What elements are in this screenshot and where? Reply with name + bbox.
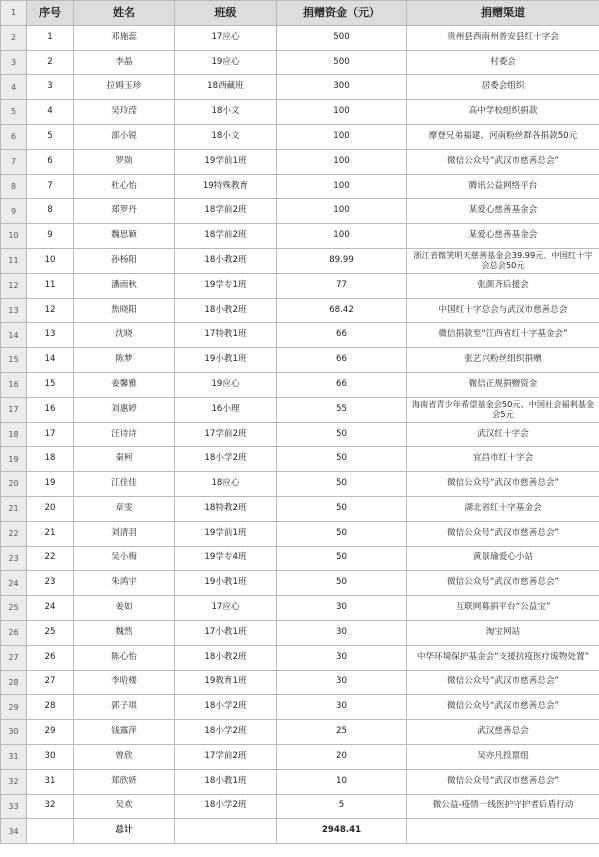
cell-class[interactable]: 18应心 bbox=[175, 472, 277, 497]
header-amount[interactable]: 捐赠资金（元） bbox=[277, 1, 407, 26]
cell-no[interactable]: 22 bbox=[27, 546, 74, 571]
row-number[interactable]: 34 bbox=[1, 819, 27, 844]
cell-class[interactable]: 18小文 bbox=[175, 100, 277, 125]
row-number[interactable]: 22 bbox=[1, 521, 27, 546]
cell-amount[interactable]: 5 bbox=[277, 794, 407, 819]
table-row bbox=[1, 670, 599, 695]
cell-name[interactable]: 刘清羽 bbox=[74, 521, 175, 546]
table-row bbox=[1, 571, 599, 596]
cell-class[interactable]: 17小教1班 bbox=[175, 620, 277, 645]
row-number[interactable]: 31 bbox=[1, 744, 27, 769]
cell-no[interactable]: 16 bbox=[27, 397, 74, 422]
cell-channel[interactable]: 高中学校组织捐款 bbox=[407, 100, 599, 125]
cell-amount[interactable]: 89.99 bbox=[277, 248, 407, 273]
cell-class[interactable]: 18小学2班 bbox=[175, 794, 277, 819]
cell-channel[interactable]: 微信公众号“武汉市慈善总会” bbox=[407, 472, 599, 497]
cell-amount[interactable]: 66 bbox=[277, 372, 407, 397]
table-row bbox=[1, 273, 599, 298]
cell-no[interactable]: 30 bbox=[27, 744, 74, 769]
table-row bbox=[1, 472, 599, 497]
cell-channel[interactable]: 摩登兄弟福建、河南粉丝群各捐款50元 bbox=[407, 124, 599, 149]
cell-amount[interactable]: 100 bbox=[277, 199, 407, 224]
cell-class[interactable]: 18小教2班 bbox=[175, 248, 277, 273]
cell-channel[interactable]: 武汉红十字会 bbox=[407, 422, 599, 447]
cell-name[interactable]: 姜馨雅 bbox=[74, 372, 175, 397]
cell-class[interactable]: 18小教2班 bbox=[175, 298, 277, 323]
row-number[interactable]: 5 bbox=[1, 100, 27, 125]
row-number[interactable]: 24 bbox=[1, 571, 27, 596]
table-row bbox=[1, 124, 599, 149]
cell-amount[interactable]: 68.42 bbox=[277, 298, 407, 323]
cell-channel[interactable]: 微信公众号“武汉市慈善总会” bbox=[407, 521, 599, 546]
cell-class[interactable]: 19应心 bbox=[175, 372, 277, 397]
cell-amount[interactable]: 66 bbox=[277, 348, 407, 373]
cell-channel[interactable]: 淘宝网站 bbox=[407, 620, 599, 645]
cell-class[interactable]: 16小理 bbox=[175, 397, 277, 422]
row-number[interactable]: 17 bbox=[1, 397, 27, 422]
cell-amount[interactable]: 25 bbox=[277, 720, 407, 745]
table-row bbox=[1, 174, 599, 199]
cell-channel[interactable]: 腾讯公益网络平台 bbox=[407, 174, 599, 199]
row-number[interactable]: 16 bbox=[1, 372, 27, 397]
cell-amount[interactable]: 50 bbox=[277, 571, 407, 596]
table-row bbox=[1, 744, 599, 769]
cell-no[interactable]: 1 bbox=[27, 25, 74, 50]
table-row bbox=[1, 199, 599, 224]
cell-class[interactable]: 18小学2班 bbox=[175, 720, 277, 745]
cell-channel[interactable]: 湖北省红十字基金会 bbox=[407, 496, 599, 521]
table-row bbox=[1, 447, 599, 472]
header-class[interactable]: 班级 bbox=[175, 1, 277, 26]
cell-channel[interactable]: 微信正规捐赠资金 bbox=[407, 372, 599, 397]
row-number[interactable]: 9 bbox=[1, 199, 27, 224]
cell-channel[interactable]: 海南省青少年希望基金会50元、中国社会福利基金会5元 bbox=[407, 397, 599, 422]
cell-no[interactable]: 20 bbox=[27, 496, 74, 521]
table-row bbox=[1, 348, 599, 373]
table-row bbox=[1, 521, 599, 546]
cell-channel[interactable]: 中国红十字总会与武汉市慈善总会 bbox=[407, 298, 599, 323]
cell-amount[interactable]: 50 bbox=[277, 546, 407, 571]
cell-class[interactable]: 18小教1班 bbox=[175, 769, 277, 794]
cell-channel[interactable]: 互联网募捐平台“公益宝” bbox=[407, 596, 599, 621]
cell-class[interactable]: 18特教2班 bbox=[175, 496, 277, 521]
table-row bbox=[1, 100, 599, 125]
table-row bbox=[1, 496, 599, 521]
cell-amount[interactable]: 66 bbox=[277, 323, 407, 348]
cell-class[interactable]: 17学前2班 bbox=[175, 422, 277, 447]
cell-no[interactable]: 25 bbox=[27, 620, 74, 645]
cell-no[interactable]: 17 bbox=[27, 422, 74, 447]
cell-amount[interactable]: 30 bbox=[277, 670, 407, 695]
cell-class[interactable]: 18小学2班 bbox=[175, 695, 277, 720]
cell-no[interactable]: 2 bbox=[27, 50, 74, 75]
row-number[interactable]: 8 bbox=[1, 174, 27, 199]
cell-amount[interactable]: 30 bbox=[277, 596, 407, 621]
cell-channel[interactable]: 居委会组织 bbox=[407, 75, 599, 100]
table-row bbox=[1, 50, 599, 75]
cell-no[interactable]: 15 bbox=[27, 372, 74, 397]
row-number[interactable]: 28 bbox=[1, 670, 27, 695]
cell-channel[interactable]: 张颜齐后援会 bbox=[407, 273, 599, 298]
cell-no[interactable]: 19 bbox=[27, 472, 74, 497]
row-number[interactable]: 13 bbox=[1, 298, 27, 323]
total-row bbox=[1, 819, 599, 844]
cell-class[interactable]: 18小文 bbox=[175, 124, 277, 149]
row-number[interactable]: 1 bbox=[1, 1, 27, 26]
cell-amount[interactable]: 100 bbox=[277, 124, 407, 149]
cell-amount[interactable]: 20 bbox=[277, 744, 407, 769]
cell-class[interactable]: 17学前2班 bbox=[175, 744, 277, 769]
table-row bbox=[1, 372, 599, 397]
row-number[interactable]: 12 bbox=[1, 273, 27, 298]
cell-name[interactable]: 吴小梅 bbox=[74, 546, 175, 571]
cell-channel[interactable]: 微信公众号“武汉市慈善总会” bbox=[407, 149, 599, 174]
cell-class[interactable]: 19学专4班 bbox=[175, 546, 277, 571]
cell-no[interactable]: 4 bbox=[27, 100, 74, 125]
cell-amount[interactable]: 500 bbox=[277, 25, 407, 50]
table-row bbox=[1, 546, 599, 571]
cell-amount[interactable]: 50 bbox=[277, 422, 407, 447]
row-number[interactable]: 4 bbox=[1, 75, 27, 100]
table-row bbox=[1, 323, 599, 348]
cell-no[interactable]: 11 bbox=[27, 273, 74, 298]
row-number[interactable]: 27 bbox=[1, 645, 27, 670]
header-channel[interactable]: 捐赠渠道 bbox=[407, 1, 599, 26]
cell-name[interactable]: 李哈楼 bbox=[74, 670, 175, 695]
table-row bbox=[1, 720, 599, 745]
cell-no[interactable]: 9 bbox=[27, 224, 74, 249]
cell-class[interactable]: 19小教1班 bbox=[175, 348, 277, 373]
table-row bbox=[1, 75, 599, 100]
header-row bbox=[1, 1, 599, 26]
cell-amount[interactable]: 500 bbox=[277, 50, 407, 75]
cell-no[interactable]: 32 bbox=[27, 794, 74, 819]
cell-channel[interactable]: 微信公众号“武汉市慈善总会” bbox=[407, 769, 599, 794]
cell-no[interactable]: 27 bbox=[27, 670, 74, 695]
row-number[interactable]: 14 bbox=[1, 323, 27, 348]
table-row bbox=[1, 794, 599, 819]
cell-name[interactable]: 吴欢 bbox=[74, 794, 175, 819]
cell-no[interactable]: 21 bbox=[27, 521, 74, 546]
cell-channel[interactable]: 张艺兴粉丝组织捐赠 bbox=[407, 348, 599, 373]
cell-no[interactable] bbox=[27, 819, 74, 844]
cell-amount[interactable]: 100 bbox=[277, 174, 407, 199]
row-number[interactable]: 33 bbox=[1, 794, 27, 819]
cell-amount[interactable]: 55 bbox=[277, 397, 407, 422]
cell-name[interactable]: 魏思颖 bbox=[74, 224, 175, 249]
cell-name[interactable]: 曾欣 bbox=[74, 744, 175, 769]
cell-name[interactable]: 部小锐 bbox=[74, 124, 175, 149]
row-number[interactable]: 20 bbox=[1, 472, 27, 497]
cell-name[interactable]: 沈晓 bbox=[74, 323, 175, 348]
cell-class[interactable]: 19学前1班 bbox=[175, 149, 277, 174]
cell-name[interactable]: 魏然 bbox=[74, 620, 175, 645]
cell-class[interactable]: 17应心 bbox=[175, 596, 277, 621]
cell-name[interactable]: 潘雨秋 bbox=[74, 273, 175, 298]
cell-name[interactable]: 邓施蕊 bbox=[74, 25, 175, 50]
cell-class[interactable]: 18学前2班 bbox=[175, 224, 277, 249]
cell-no[interactable]: 31 bbox=[27, 769, 74, 794]
cell-class[interactable]: 19应心 bbox=[175, 50, 277, 75]
cell-amount[interactable]: 100 bbox=[277, 100, 407, 125]
cell-name[interactable]: 拉姆玉珍 bbox=[74, 75, 175, 100]
header-name[interactable]: 姓名 bbox=[74, 1, 175, 26]
cell-no[interactable]: 12 bbox=[27, 298, 74, 323]
cell-class[interactable]: 18学前2班 bbox=[175, 199, 277, 224]
row-number[interactable]: 30 bbox=[1, 720, 27, 745]
cell-name[interactable]: 江佳佳 bbox=[74, 472, 175, 497]
row-number[interactable]: 19 bbox=[1, 447, 27, 472]
cell-name[interactable]: 郑罗丹 bbox=[74, 199, 175, 224]
cell-class[interactable]: 19学前1班 bbox=[175, 521, 277, 546]
cell-name[interactable]: 汪诗诗 bbox=[74, 422, 175, 447]
cell-class[interactable]: 17应心 bbox=[175, 25, 277, 50]
row-number[interactable]: 32 bbox=[1, 769, 27, 794]
table-row bbox=[1, 248, 599, 273]
table-row bbox=[1, 422, 599, 447]
cell-name[interactable]: 陈心怡 bbox=[74, 645, 175, 670]
table-row bbox=[1, 645, 599, 670]
cell-no[interactable]: 6 bbox=[27, 149, 74, 174]
row-number[interactable]: 25 bbox=[1, 596, 27, 621]
cell-no[interactable]: 13 bbox=[27, 323, 74, 348]
cell-amount[interactable]: 50 bbox=[277, 496, 407, 521]
cell-channel[interactable]: 微信捐款至“江西省红十字基金会” bbox=[407, 323, 599, 348]
cell-amount[interactable]: 100 bbox=[277, 224, 407, 249]
row-number[interactable]: 11 bbox=[1, 248, 27, 273]
cell-no[interactable]: 5 bbox=[27, 124, 74, 149]
cell-name[interactable]: 吴玲滢 bbox=[74, 100, 175, 125]
cell-channel[interactable]: 黄景瑜爱心小站 bbox=[407, 546, 599, 571]
cell-name[interactable]: 陈梦 bbox=[74, 348, 175, 373]
cell-name[interactable]: 李晶 bbox=[74, 50, 175, 75]
cell-no[interactable]: 28 bbox=[27, 695, 74, 720]
cell-no[interactable]: 7 bbox=[27, 174, 74, 199]
cell-class[interactable]: 19特殊教育 bbox=[175, 174, 277, 199]
cell-channel[interactable] bbox=[407, 819, 599, 844]
table-row bbox=[1, 695, 599, 720]
cell-class[interactable]: 18小学2班 bbox=[175, 447, 277, 472]
row-number[interactable]: 6 bbox=[1, 124, 27, 149]
cell-amount[interactable]: 50 bbox=[277, 521, 407, 546]
cell-class[interactable]: 19学专1班 bbox=[175, 273, 277, 298]
cell-amount[interactable]: 10 bbox=[277, 769, 407, 794]
cell-name[interactable]: 朱鸿宇 bbox=[74, 571, 175, 596]
cell-name[interactable]: 刘惠婷 bbox=[74, 397, 175, 422]
row-number[interactable]: 10 bbox=[1, 224, 27, 249]
cell-class[interactable]: 19小教1班 bbox=[175, 571, 277, 596]
cell-name[interactable]: 章雯 bbox=[74, 496, 175, 521]
cell-channel[interactable]: 某爱心慈善基金会 bbox=[407, 199, 599, 224]
cell-no[interactable]: 10 bbox=[27, 248, 74, 273]
cell-no[interactable]: 3 bbox=[27, 75, 74, 100]
table-row bbox=[1, 397, 599, 422]
cell-amount[interactable]: 77 bbox=[277, 273, 407, 298]
cell-channel[interactable]: 浙江省微笑明天慈善基金会39.99元、中国红十字会总会50元 bbox=[407, 248, 599, 273]
cell-amount[interactable]: 50 bbox=[277, 447, 407, 472]
cell-name[interactable]: 郭子琪 bbox=[74, 695, 175, 720]
header-no[interactable]: 序号 bbox=[27, 1, 74, 26]
table-row bbox=[1, 149, 599, 174]
cell-amount[interactable]: 30 bbox=[277, 645, 407, 670]
cell-amount[interactable]: 100 bbox=[277, 149, 407, 174]
cell-amount[interactable]: 50 bbox=[277, 472, 407, 497]
table-row bbox=[1, 769, 599, 794]
cell-channel[interactable]: 贵州县西南州普安县红十字会 bbox=[407, 25, 599, 50]
cell-channel[interactable]: 微信公众号“武汉市慈善总会” bbox=[407, 670, 599, 695]
cell-channel[interactable]: 吴亦凡投票组 bbox=[407, 744, 599, 769]
cell-channel[interactable]: 微公益-疫情一线医护守护者后盾行动 bbox=[407, 794, 599, 819]
cell-class[interactable]: 18小教2班 bbox=[175, 645, 277, 670]
cell-no[interactable]: 29 bbox=[27, 720, 74, 745]
cell-no[interactable]: 23 bbox=[27, 571, 74, 596]
cell-no[interactable]: 26 bbox=[27, 645, 74, 670]
cell-channel[interactable]: 微信公众号“武汉市慈善总会” bbox=[407, 571, 599, 596]
table-row bbox=[1, 596, 599, 621]
cell-channel[interactable]: 某爱心慈善基金会 bbox=[407, 224, 599, 249]
row-number[interactable]: 29 bbox=[1, 695, 27, 720]
total-label[interactable]: 总计 bbox=[74, 819, 175, 844]
table-row bbox=[1, 620, 599, 645]
cell-channel[interactable]: 宜昌市红十字会 bbox=[407, 447, 599, 472]
cell-name[interactable]: 杜心怡 bbox=[74, 174, 175, 199]
cell-no[interactable]: 14 bbox=[27, 348, 74, 373]
row-number[interactable]: 3 bbox=[1, 50, 27, 75]
cell-name[interactable]: 秦柯 bbox=[74, 447, 175, 472]
cell-name[interactable]: 孙杨阳 bbox=[74, 248, 175, 273]
cell-class[interactable]: 17特教1班 bbox=[175, 323, 277, 348]
cell-no[interactable]: 24 bbox=[27, 596, 74, 621]
row-number[interactable]: 26 bbox=[1, 620, 27, 645]
row-number[interactable]: 7 bbox=[1, 149, 27, 174]
cell-channel[interactable]: 中华环境保护基金会“支援抗疫医疗废物处置” bbox=[407, 645, 599, 670]
cell-amount[interactable]: 30 bbox=[277, 695, 407, 720]
total-amount[interactable]: 2948.41 bbox=[277, 819, 407, 844]
cell-class[interactable]: 18西藏班 bbox=[175, 75, 277, 100]
cell-channel[interactable]: 微信公众号“武汉市慈善总会” bbox=[407, 695, 599, 720]
cell-class[interactable]: 19教育1班 bbox=[175, 670, 277, 695]
cell-name[interactable]: 焦晓阳 bbox=[74, 298, 175, 323]
row-number[interactable]: 21 bbox=[1, 496, 27, 521]
row-number[interactable]: 15 bbox=[1, 348, 27, 373]
cell-amount[interactable]: 30 bbox=[277, 620, 407, 645]
cell-no[interactable]: 18 bbox=[27, 447, 74, 472]
table-row bbox=[1, 224, 599, 249]
table-row bbox=[1, 298, 599, 323]
cell-no[interactable]: 8 bbox=[27, 199, 74, 224]
cell-channel[interactable]: 村委会 bbox=[407, 50, 599, 75]
table-row bbox=[1, 25, 599, 50]
cell-amount[interactable]: 300 bbox=[277, 75, 407, 100]
cell-name[interactable]: 钱露萍 bbox=[74, 720, 175, 745]
cell-class[interactable] bbox=[175, 819, 277, 844]
row-number[interactable]: 23 bbox=[1, 546, 27, 571]
cell-name[interactable]: 郑欣妍 bbox=[74, 769, 175, 794]
row-number[interactable]: 18 bbox=[1, 422, 27, 447]
cell-name[interactable]: 姜如 bbox=[74, 596, 175, 621]
cell-name[interactable]: 罗勋 bbox=[74, 149, 175, 174]
row-number[interactable]: 2 bbox=[1, 25, 27, 50]
cell-channel[interactable]: 武汉慈善总会 bbox=[407, 720, 599, 745]
